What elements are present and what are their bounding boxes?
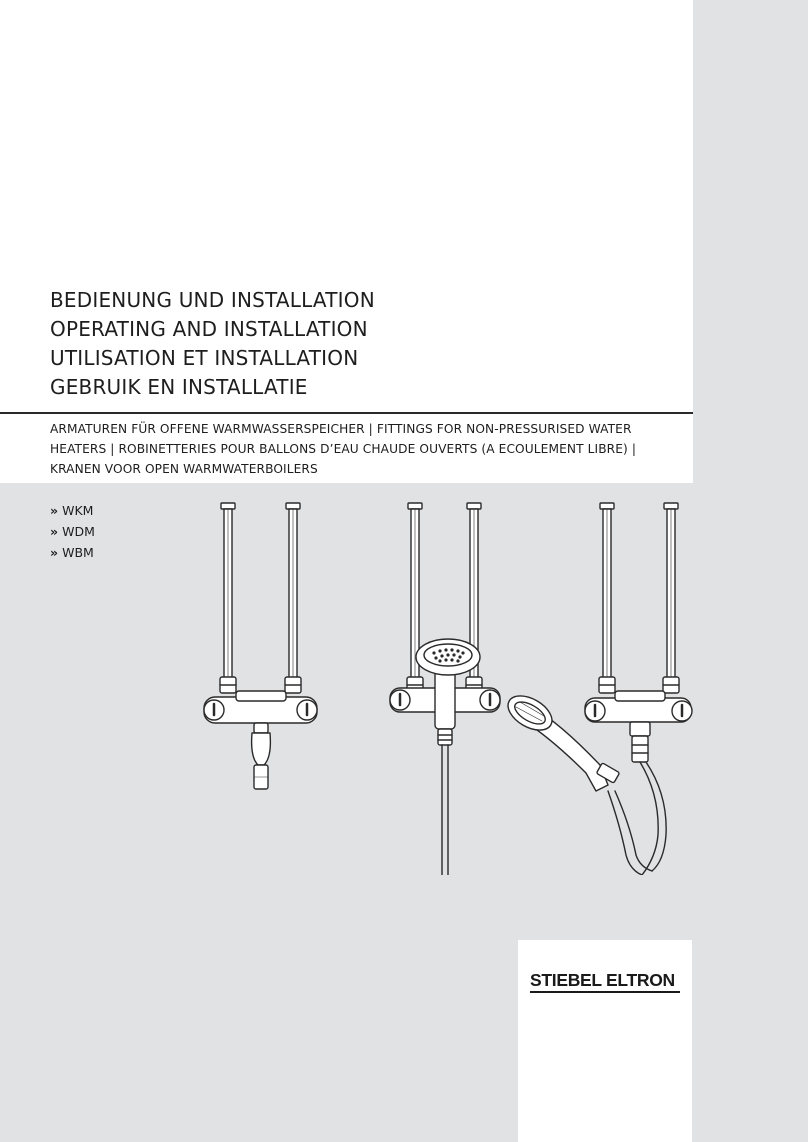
- chevron-icon: »: [50, 503, 59, 518]
- model-list: [50, 500, 95, 563]
- brand-logo-panel: [518, 940, 692, 1142]
- product-description: [50, 419, 690, 479]
- fittings-illustration: [190, 495, 700, 875]
- model-item: [50, 521, 95, 542]
- title-english: OPERATING AND INSTALLATION: [50, 317, 368, 341]
- model-name: WDM: [62, 524, 95, 539]
- wbm-fitting-icon: [502, 503, 692, 875]
- wkm-fitting-icon: [204, 503, 317, 789]
- chevron-icon: »: [50, 524, 59, 539]
- model-name: WKM: [62, 503, 94, 518]
- title-german: BEDIENUNG UND INSTALLATION: [50, 288, 375, 312]
- chevron-icon: »: [50, 545, 59, 560]
- document-titles: [50, 286, 690, 402]
- model-item: [50, 500, 95, 521]
- title-divider: [0, 412, 693, 414]
- description-line-2: HEATERS | ROBINETTERIES POUR BALLONS D’EAU CHAUDE OUVERTS (A ECOULEMENT LIBRE) |: [50, 442, 637, 456]
- logo-underline: [530, 991, 680, 993]
- description-line-1: ARMATUREN FÜR OFFENE WARMWASSERSPEICHER | FITTINGS FOR NON-PRESSURISED WATER: [50, 422, 632, 436]
- title-dutch: GEBRUIK EN INSTALLATIE: [50, 375, 308, 399]
- title-french: UTILISATION ET INSTALLATION: [50, 346, 359, 370]
- model-item: [50, 542, 95, 563]
- model-name: WBM: [62, 545, 94, 560]
- description-line-3: KRANEN VOOR OPEN WARMWATERBOILERS: [50, 462, 318, 476]
- wdm-fitting-icon: [390, 503, 500, 875]
- brand-logo: STIEBEL ELTRON: [530, 970, 675, 990]
